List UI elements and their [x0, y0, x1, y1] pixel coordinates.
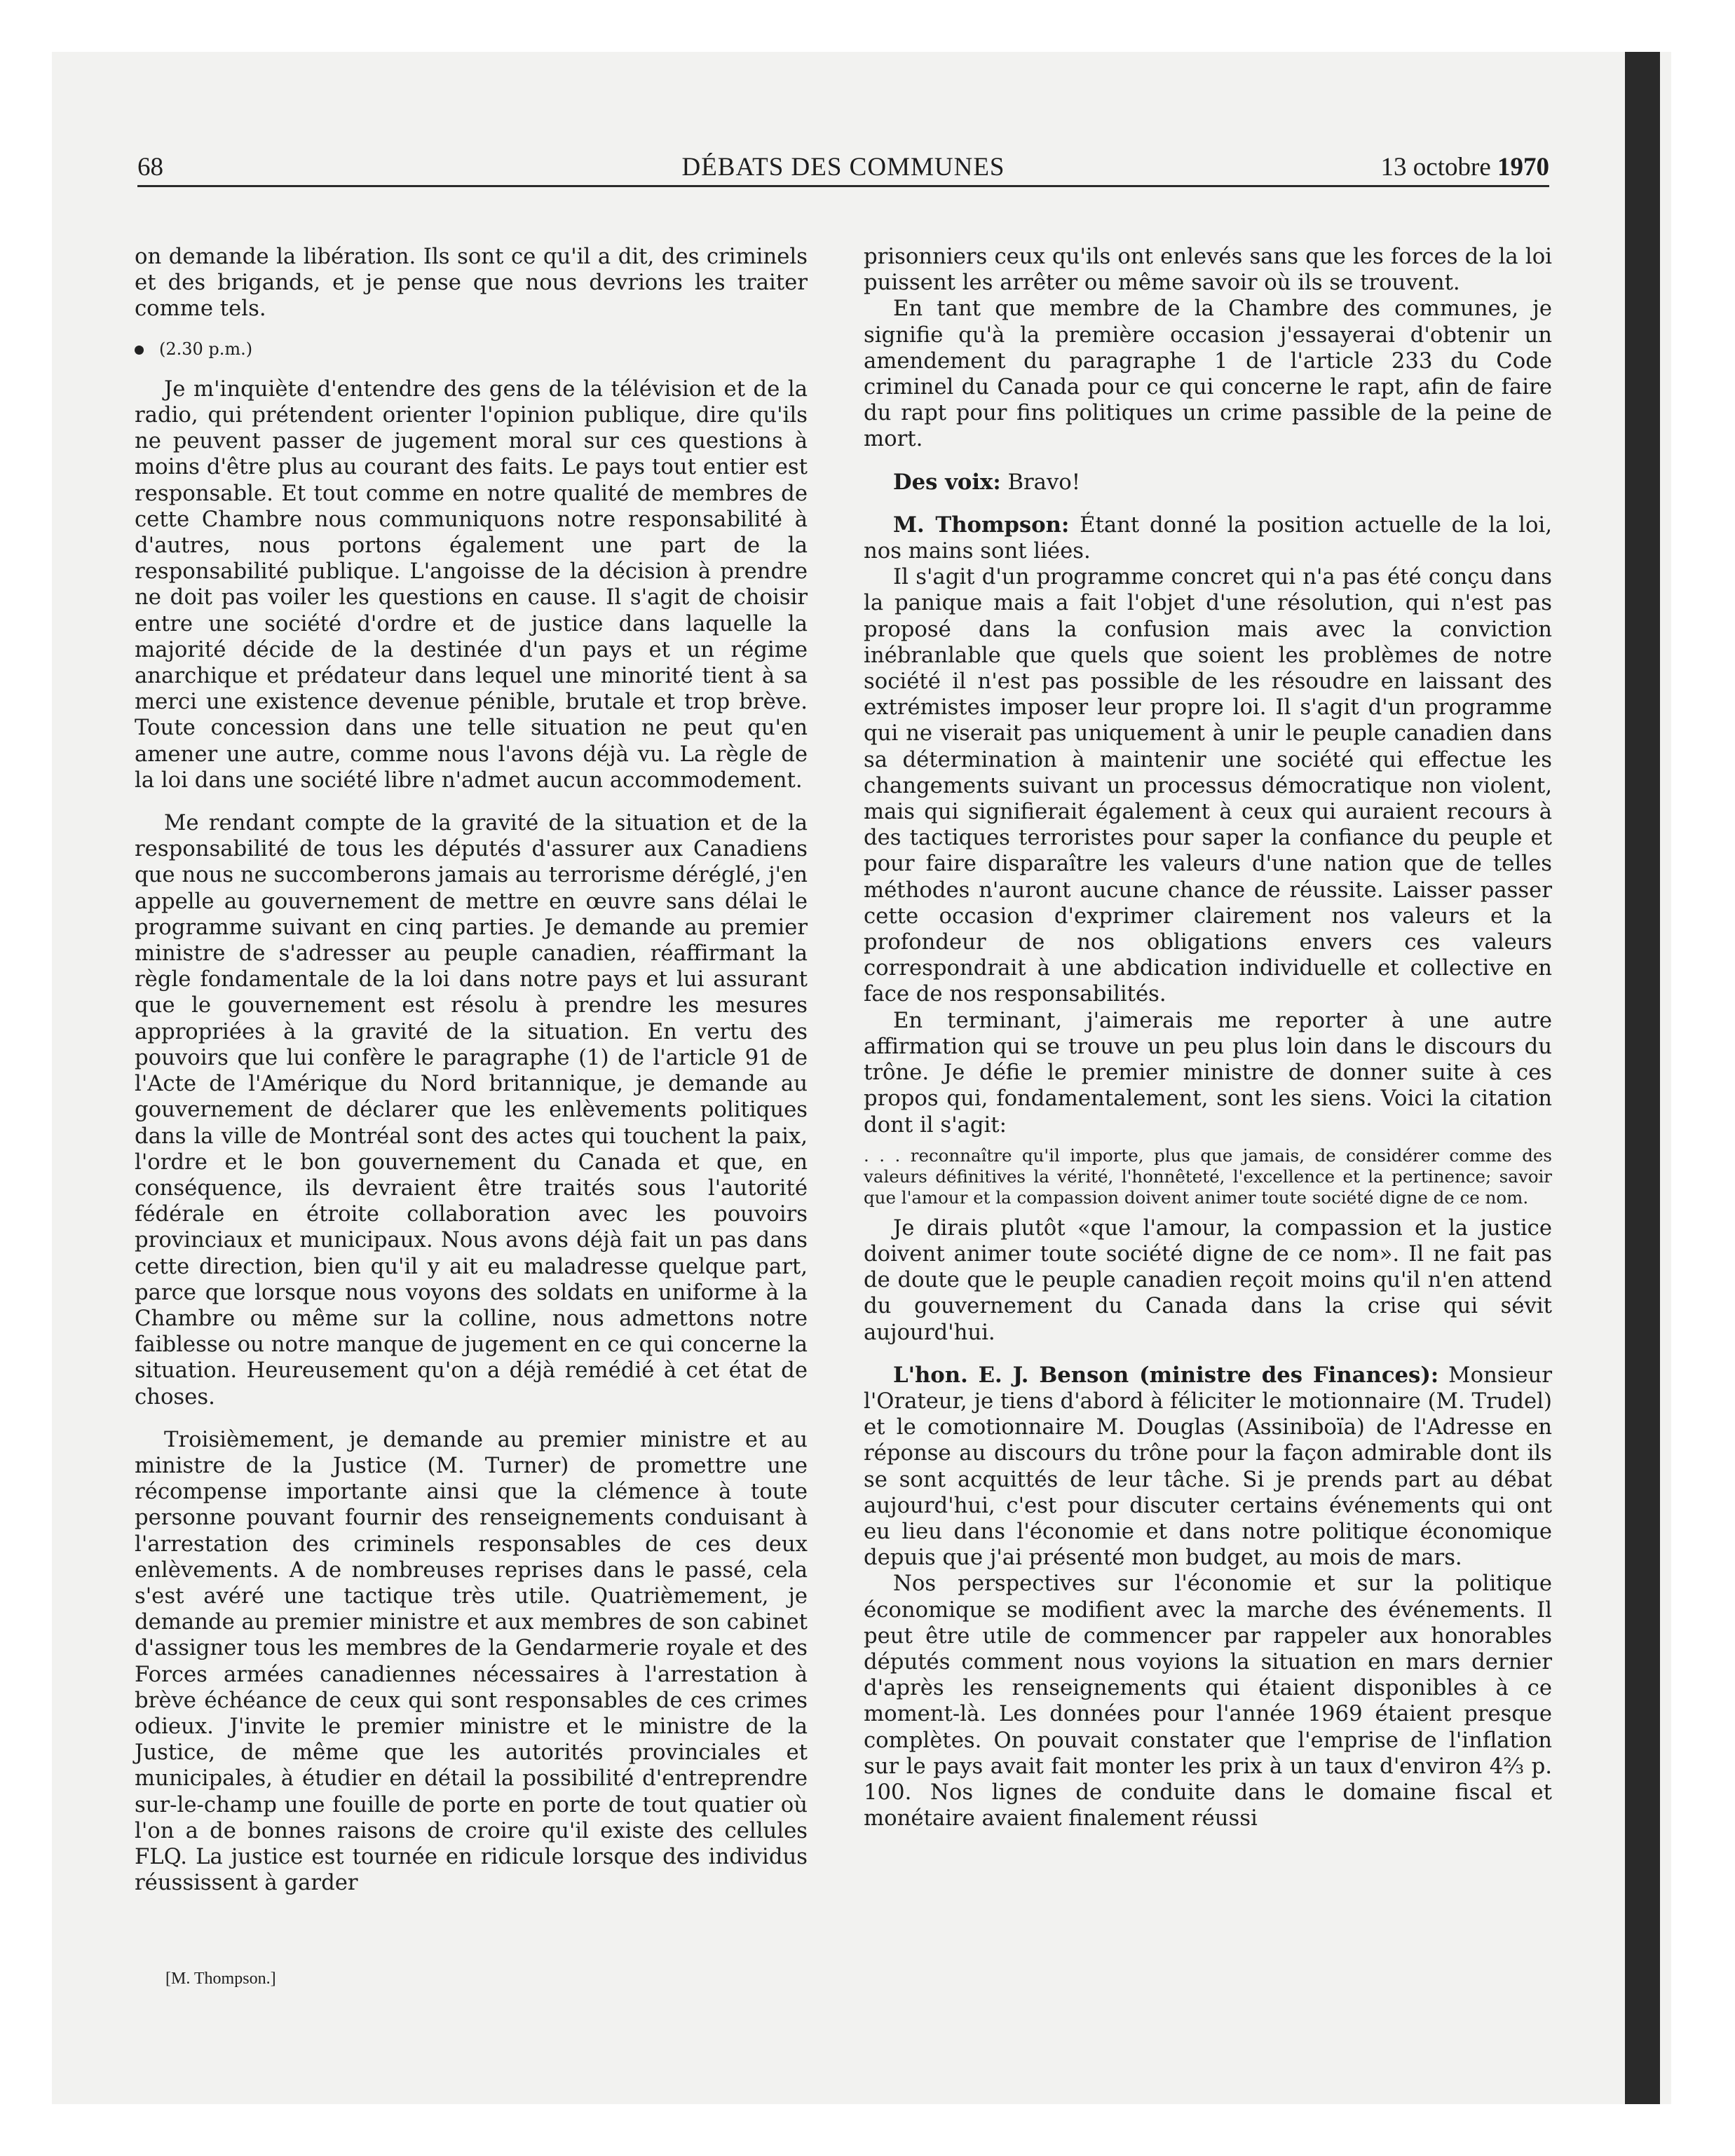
- page-date: [1381, 152, 1549, 182]
- paragraph: Nos perspectives sur l'économie et sur la politique économique se modifient avec la marche des événements. Il peut être utile de commencer par rappeler aux honorables députés comment nous voyions la situation en mars dernier d'après les renseignements qui étaient disponibles à ce moment-là. Les données pour l'année 1969 étaient presque complètes. On pouvait constater que l'emprise de l'inflation sur le pays avait fait monter les prix à un taux d'environ 4⅔ p. 100. Nos lignes de conduite dans le domaine fiscal et monétaire avaient finalement réussi: [864, 1571, 1552, 1831]
- right-column: [864, 244, 1552, 1831]
- block-quote: . . . reconnaître qu'il importe, plus que jamais, de considérer comme des valeurs définitives la vérité, l'honnêteté, l'excellence et la pertinence; savoir que l'amour et la compassion doivent animer toute société digne de ce nom.: [864, 1145, 1552, 1208]
- page-number: 68: [137, 153, 163, 182]
- speaker-name: Des voix:: [893, 469, 1001, 495]
- speech-text: Monsieur l'Orateur, je tiens d'abord à féliciter le motionnaire (M. Trudel) et le comotionnaire M. Douglas (Assiniboïa) de l'Adresse en réponse au discours du trône pour la façon admirable dont ils se sont acquittés de leur tâche. Si je prends part au débat aujourd'hui, c'est pour discuter certains événements qui ont eu lieu dans l'économie et dans notre politique économique depuis que j'ai présenté mon budget, au mois de mars.: [864, 1363, 1552, 1571]
- date-day-month: 13 octobre: [1380, 153, 1491, 182]
- speech-text: Étant donné la position actuelle de la loi, nos mains sont liées.: [864, 512, 1552, 564]
- speaker-footnote: [M. Thompson.]: [165, 1970, 276, 1988]
- publication-title: DÉBATS DES COMMUNES: [681, 153, 1005, 182]
- bullet-icon: [135, 346, 144, 355]
- speech-paragraph: [864, 512, 1552, 564]
- speaker-name: M. Thompson:: [893, 512, 1070, 538]
- page-header: [137, 144, 1549, 186]
- paragraph: En terminant, j'aimerais me reporter à une autre affirmation qui se trouve un peu plus loin dans le discours du trône. Je défie le premier ministre de donner suite à ces propos qui, fondamentalement, sont les siens. Voici la citation dont il s'agit:: [864, 1008, 1552, 1138]
- header-rule: [137, 185, 1549, 187]
- paragraph: on demande la libération. Ils sont ce qu'il a dit, des criminels et des brigands, et je pense que nous devrions les traiter comme tels.: [135, 245, 808, 322]
- scan-edge-shadow: [1625, 52, 1660, 2104]
- paragraph: En tant que membre de la Chambre des communes, je signifie qu'à la première occasion j'essayerai d'obtenir un amendement du paragraphe 1 de l'article 233 du Code criminel du Canada pour ce qui concerne le rapt, afin de faire du rapt pour fins politiques un crime passible de la peine de mort.: [864, 296, 1552, 452]
- paragraph: Il s'agit d'un programme concret qui n'a pas été conçu dans la panique mais a fait l'objet d'une résolution, qui n'est pas proposé dans la confusion mais avec la conviction inébranlable que quels que soient les problèmes de notre société il n'est pas possible de les résoudre en laissant des extrémistes imposer leur propre loi. Il s'agit d'un programme qui ne viserait pas uniquement à unir le peuple canadien dans sa détermination à maintenir une société qui effectue les changements suivant un processus démocratique non violent, mais qui signifierait également à ceux qui auraient recours à des tactiques terroristes pour saper la confiance du peuple et pour faire disparaître les valeurs d'une nation que de telles méthodes n'auront aucune chance de réussite. Laisser passer cette occasion d'exprimer clairement nos valeurs et la profondeur de nos obligations envers ces valeurs correspondrait à une abdication individuelle et collective en face de nos responsabilités.: [864, 565, 1552, 1007]
- speech-paragraph: [864, 1363, 1552, 1571]
- left-column: [135, 244, 808, 1896]
- paragraph: prisonniers ceux qu'ils ont enlevés sans que les forces de la loi puissent les arrêter ou même savoir où ils se trouvent.: [864, 245, 1552, 296]
- paragraph: Je dirais plutôt «que l'amour, la compassion et la justice doivent animer toute société digne de ce nom». Il ne fait pas de doute que le peuple canadien reçoit moins qu'il n'en attend du gouvernement du Canada dans la crise qui sévit aujourd'hui.: [864, 1215, 1552, 1345]
- time-marker-text: (2.30 p.m.): [159, 339, 253, 359]
- date-year: 1970: [1497, 153, 1549, 182]
- speaker-name: L'hon. E. J. Benson (ministre des Finances):: [893, 1362, 1439, 1388]
- paragraph: Me rendant compte de la gravité de la situation et de la responsabilité de tous les députés d'assurer aux Canadiens que nous ne succomberons jamais au terrorisme déréglé, j'en appelle au gouvernement de mettre en œuvre sans délai le programme suivant en cinq parties. Je demande au premier ministre de s'adresser au peuple canadien, réaffirmant la règle fondamentale de la loi dans notre pays et lui assurant que le gouvernement est résolu à prendre les mesures appropriées à la gravité de la situation. En vertu des pouvoirs que lui confère le paragraphe (1) de l'article 91 de l'Acte de l'Amérique du Nord britannique, je demande au gouvernement de déclarer que les enlèvements politiques dans la ville de Montréal sont des actes qui touchent la paix, l'ordre et le bon gouvernement du Canada et que, en conséquence, ils devraient être traités sous l'autorité fédérale en étroite collaboration avec les pouvoirs provinciaux et municipaux. Nous avons déjà fait un pas dans cette direction, bien qu'il y ait eu maladresse quelque part, parce que lorsque nous voyons des soldats en uniforme à la Chambre ou même sur la colline, nous admettons notre faiblesse ou notre manque de jugement en ce qui concerne la situation. Heureusement qu'on a déjà remédié à cet état de choses.: [135, 811, 808, 1410]
- paragraph: Troisièmement, je demande au premier ministre et au ministre de la Justice (M. Turner) de promettre une récompense importante ainsi que la clémence à toute personne pouvant fournir des renseignements conduisant à l'arrestation des criminels responsables de ces deux enlèvements. A de nombreuses reprises dans le passé, cela s'est avéré une tactique très utile. Quatrièmement, je demande au premier ministre et aux membres de son cabinet d'assigner tous les membres de la Gendarmerie royale et des Forces armées canadiennes nécessaires à l'arrestation à brève échéance de ceux qui sont responsables de ces crimes odieux. J'invite le premier ministre et le ministre de la Justice, de même que les autorités provinciales et municipales, à étudier en détail la possibilité d'entreprendre sur-le-champ une fouille de porte en porte de tout quatier où l'on a de bonnes raisons de croire qu'il existe des cellules FLQ. La justice est tournée en ridicule lorsque des individus réussissent à garder: [135, 1427, 808, 1896]
- time-marker: [135, 336, 808, 362]
- paragraph: Je m'inquiète d'entendre des gens de la télévision et de la radio, qui prétendent orienter l'opinion publique, dire qu'ils ne peuvent passer de jugement moral sur ces questions à moins d'être plus au courant des faits. Le pays tout entier est responsable. Et tout comme en notre qualité de membres de cette Chambre nous communiquons notre responsabilité à d'autres, nous portons également une part de la responsabilité publique. L'angoisse de la décision à prendre ne doit pas voiler les questions en cause. Il s'agit de choisir entre une société d'ordre et de justice dans laquelle la majorité décide de la destinée d'un pays et un régime anarchique et prédateur dans lequel une minorité tient à sa merci une existence devenue pénible, brutale et trop brève. Toute concession dans une telle situation ne peut qu'en amener une autre, comme nous l'avons déjà vu. La règle de la loi dans une société libre n'admet aucun accommodement.: [135, 376, 808, 793]
- interjection: [864, 470, 1552, 496]
- interjection-text: Bravo!: [1007, 470, 1081, 495]
